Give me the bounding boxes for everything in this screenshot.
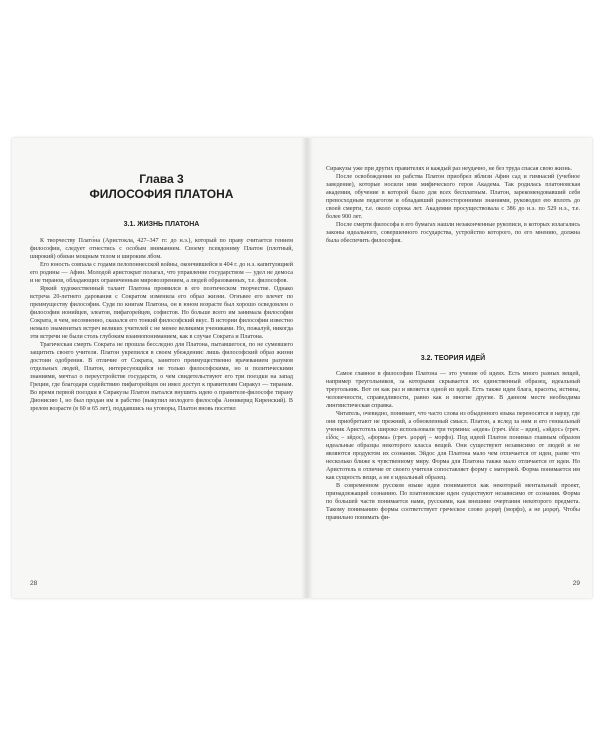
paragraph: Яркий художественный талант Платона проявился в его поэтическом творчестве. Однако встреча 20-летнего дарования с Сократом изменила его образ жизни. Огнъвее его влечет по преимуществу философия. Судя по книгам Платона, он в юном возрасте был хорошо осведомлен о философии ионийцев, элеатов, пифагорейцев, софистов. Но больше всего им занимала философия Сократа, в чем, несомненно, сказался его тонкий философский вкус. В истории философии известно немало знаменитых встреч великих учителей с не менее великими учениками. Но, пожалуй, никогда эти встречи не были столь глубоким взаимопониманием, как в случае Сократа и Платона. xyxy=(30,286,293,341)
paragraph: Сиракузы уже при других правителях и каждый раз неудачно, не без труда спасая свою жизнь. xyxy=(326,166,573,172)
section-title-ideas: 3.2. ТЕОРИЯ ИДЕЙ xyxy=(420,355,486,362)
chapter-title: Глава 3 xyxy=(139,172,184,186)
paragraph: Трагическая смерть Сократа не прошла бесследно для Платона, пытавшегося, по не сумевшего защитить своего учителя. Платон укрепился в своем убеждении: лишь философский образ жизни достоин одобрения. В отличие от Сократа, занятого преимущественно врачеванием разумов отдельных людей, Платон, интересующийся не только философскими, но и политическими знаниями, мечтал о переустройстве государств, о чем свидетельствуют его три поездки на запад Греции, где благодаря содействию пифагорейцев он имел доступ к правителям Сиракуз — тиранам. Во время первой поездки в Сиракузы Платон пытался внушить идею о правителе-философе тирану Дионисию I, но был продан им в рабство (выкупил молодого философа Анникерид Киренский). В зрелом возрасте (в 60 и 65 лет), поддавшись на уговоры, Платон вновь посетил xyxy=(30,342,293,413)
left-page xyxy=(12,138,302,598)
paragraph: Самое главное в философии Платона — это учение об идеях. Есть много разных вещей, например треугольников, за которыми скрывается их единственный образец, идеальный треугольник. Вот он как раз и является одной из идей. Есть также идеи блага, красоты, истины, человечности, справедливости, равно как и многие другие. В данном месте необходима лингвистическая справка. xyxy=(326,371,580,410)
paragraph: Читатель, очевидно, понимает, что часто слова из обыденного языка переносятся в науку, где они приобретают не прежний, а обновленный смысл. Платон, а вслед за ним и его гениальный ученик Аристотель широко использовали три термина: «идея» (греч. ἰδέα – идея), «эйдос» (греч. εἶδος – эйдос), «форма» (греч. μορφή – морфэ). Под идеей Платон понимал главным образом идеальные образцы некоторого класса вещей. Они существуют независимо от людей и не являются продуктом их сознания. Эйдос для Платона мало чем отличается от идеи, разве что несколько ближе к чувственному миру. Форма для Платона также мало отличается от идеи. Но Аристотель в отличие от своего учителя сопоставляет форму с материей. Форма понимается им как сущность вещи, а не е идеальный образец. xyxy=(326,411,580,482)
section-title-life: 3.1. ЖИЗНЬ ПЛАТОНА xyxy=(123,221,200,228)
chapter-heading xyxy=(30,172,293,202)
paragraph: В современном русском языке идеи понимаются как некоторый ментальный проект, принадлежащий сознанию. По платоновские идеи существуют независимо от сознания. Форма по большей части понимается нами, русскими, как внешние очертания некоторого предмета. Такому пониманию формы соответствует греческое слово μορφή (морфэ), а не μορφή. Чтобы правильно понимать фи- xyxy=(326,483,580,522)
left-body-text xyxy=(30,237,293,413)
paragraph: К творчеству Плато́на (Аристокла, 427–347 гг. до н.э.), который по праву считается гением философии, следует отнестись с особым вниманием. Своему псевдониму Платон (плотный, широкий) обязан мощным телом и широким лбом. xyxy=(30,238,293,261)
page-number-left: 28 xyxy=(30,580,38,587)
book-spread xyxy=(12,138,592,598)
paragraph: Его юность совпала с годами пелопоннесской войны, окончившейся в 404 г. до н.э. капитуляцией его родины — Афин. Молодой аристократ полагал, что управление государством — удел не демоса и не тиранов, обладающих ограниченным мировоззрением, а людей образованных, т.е. философов. xyxy=(30,262,293,285)
right-body-text-bottom xyxy=(326,370,580,522)
right-body-text-top xyxy=(326,165,580,245)
page-number-right: 29 xyxy=(572,580,580,587)
paragraph: После освобождения из рабства Платон приобрел вблизи Афин сад и гимнасий (учебное заведение), которые носили имя мифического героя Академа. Так родилась платоновская академия, обучение в которой было для всех бесплатным. Платон, зарекомендовавший себя превосходным педагогом и обладавший разносторонними знаниями, руководил ею вплоть до своей смерти, т.е. около сорока лет. Академия просуществовала с 386 до н.э. по 529 н.э., т.е. более 900 лет. xyxy=(326,174,580,221)
paragraph: После смерти философа в его бумагах нашли незаконченные рукописи, в которых излагались законы идеального, совершенного государства, устройство которого, по его мнению, должна была обеспечить философия. xyxy=(326,222,580,245)
right-page xyxy=(312,138,592,598)
chapter-subtitle: ФИЛОСОФИЯ ПЛАТОНА xyxy=(89,187,234,201)
